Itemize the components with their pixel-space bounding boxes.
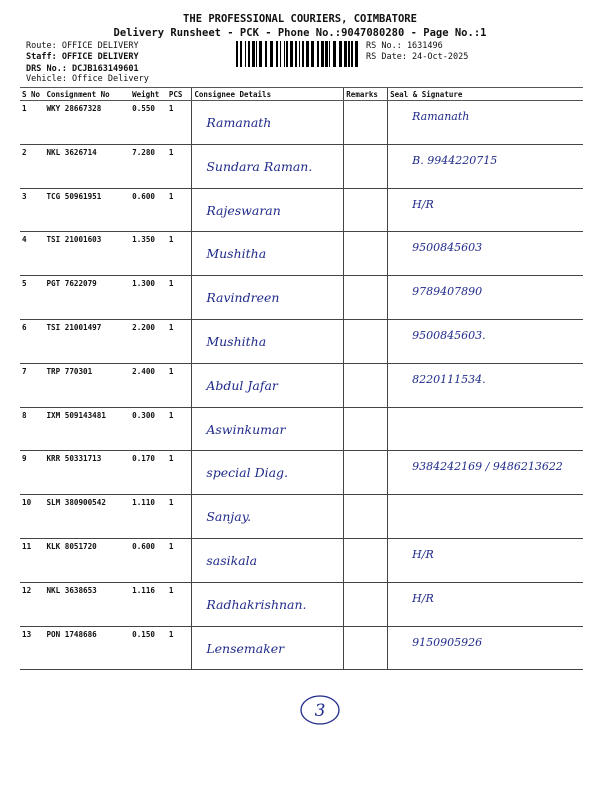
row-pcs: 1 [167, 538, 192, 582]
row-sno: 9 [20, 451, 44, 495]
col-pcs: PCS [167, 88, 192, 101]
row-remarks [344, 582, 388, 626]
handwritten-consignee-name: sasikala [206, 552, 258, 568]
row-consignment-no: NKL 3626714 [44, 144, 130, 188]
handwritten-consignee-name: Mushitha [206, 246, 267, 262]
row-consignee [192, 363, 344, 407]
row-weight: 0.300 [130, 407, 167, 451]
col-consignee: Consignee Details [192, 88, 344, 101]
row-remarks [344, 276, 388, 320]
row-pcs: 1 [167, 495, 192, 539]
row-sno: 4 [20, 232, 44, 276]
row-weight: 0.600 [130, 538, 167, 582]
row-remarks [344, 188, 388, 232]
row-pcs: 1 [167, 188, 192, 232]
row-consignment-no: TRP 770301 [44, 363, 130, 407]
row-pcs: 1 [167, 407, 192, 451]
table-row [20, 363, 583, 407]
col-seal: Seal & Signature [388, 88, 583, 101]
row-remarks [344, 626, 388, 670]
row-remarks [344, 538, 388, 582]
row-weight: 0.600 [130, 188, 167, 232]
row-consignee [192, 188, 344, 232]
handwritten-consignee-name: Lensemaker [206, 640, 285, 656]
row-weight: 2.400 [130, 363, 167, 407]
barcode [236, 41, 362, 67]
rs-date: RS Date: 24-Oct-2025 [366, 52, 469, 62]
col-weight: Weight [130, 88, 167, 101]
row-consignee [192, 451, 344, 495]
row-pcs: 1 [167, 101, 192, 145]
row-sno: 13 [20, 626, 44, 670]
table-row [20, 276, 583, 320]
row-consignee [192, 582, 344, 626]
row-sno: 10 [20, 495, 44, 539]
table-row [20, 582, 583, 626]
vehicle-info: Vehicle: Office Delivery [26, 74, 149, 84]
row-signature [388, 319, 583, 363]
row-pcs: 1 [167, 232, 192, 276]
row-consignee [192, 319, 344, 363]
table-row [20, 319, 583, 363]
row-pcs: 1 [167, 144, 192, 188]
row-consignment-no: SLM 380900542 [44, 495, 130, 539]
row-signature [388, 495, 583, 539]
handwritten-signature: 9500845603 [412, 241, 483, 255]
row-signature [388, 626, 583, 670]
route-info: Route: OFFICE DELIVERY [26, 41, 139, 51]
row-sno: 2 [20, 144, 44, 188]
row-sno: 5 [20, 276, 44, 320]
rs-number: RS No.: 1631496 [366, 41, 443, 51]
handwritten-consignee-name: Ramanath [206, 115, 272, 130]
row-consignment-no: IXM 509143481 [44, 407, 130, 451]
row-sno: 12 [20, 582, 44, 626]
table-row [20, 101, 583, 145]
row-consignment-no: KLK 8051720 [44, 538, 130, 582]
page-number-mark-text: 3 [314, 701, 326, 721]
handwritten-signature: H/R [412, 547, 434, 561]
handwritten-signature: 9789407890 [412, 285, 483, 299]
row-consignment-no: TSI 21001497 [44, 319, 130, 363]
row-pcs: 1 [167, 319, 192, 363]
row-remarks [344, 451, 388, 495]
row-sno: 11 [20, 538, 44, 582]
row-sno: 3 [20, 188, 44, 232]
row-sno: 6 [20, 319, 44, 363]
row-weight: 7.280 [130, 144, 167, 188]
row-sno: 7 [20, 363, 44, 407]
handwritten-consignee-name: Radhakrishnan. [206, 596, 307, 612]
handwritten-signature: Ramanath [412, 110, 470, 123]
handwritten-consignee-name: Mushitha [206, 333, 267, 349]
row-consignee [192, 144, 344, 188]
row-consignee [192, 407, 344, 451]
row-remarks [344, 232, 388, 276]
handwritten-signature: H/R [412, 591, 434, 605]
handwritten-consignee-name: Abdul Jafar [206, 377, 278, 393]
staff-info: Staff: OFFICE DELIVERY [26, 52, 139, 62]
handwritten-consignee-name: Aswinkumar [206, 421, 286, 437]
col-consignment: Consignment No [44, 88, 130, 101]
row-consignee [192, 232, 344, 276]
row-consignee [192, 276, 344, 320]
row-signature [388, 407, 583, 451]
row-remarks [344, 407, 388, 451]
row-pcs: 1 [167, 276, 192, 320]
row-remarks [344, 363, 388, 407]
row-consignee [192, 626, 344, 670]
company-title: THE PROFESSIONAL COURIERS, COIMBATORE [183, 13, 417, 25]
table-row [20, 407, 583, 451]
row-signature [388, 363, 583, 407]
row-weight: 0.150 [130, 626, 167, 670]
row-signature [388, 144, 583, 188]
row-consignment-no: TCG 50961951 [44, 188, 130, 232]
handwritten-consignee-name: Ravindreen [206, 290, 280, 306]
col-sno: S No [20, 88, 44, 101]
handwritten-signature: 9150905926 [412, 635, 483, 649]
row-signature [388, 582, 583, 626]
row-signature [388, 538, 583, 582]
row-consignment-no: TSI 21001603 [44, 232, 130, 276]
row-remarks [344, 495, 388, 539]
table-row [20, 626, 583, 670]
handwritten-consignee-name: Rajeswaran [206, 202, 281, 218]
handwritten-consignee-name: special Diag. [206, 465, 289, 481]
handwritten-signature: 9384242169 / 9486213622 [412, 460, 563, 474]
handwritten-signature: B. 9944220715 [412, 153, 498, 167]
table-header-row [20, 88, 583, 101]
table-row [20, 538, 583, 582]
drs-info: DRS No.: DCJB163149601 [26, 64, 139, 74]
row-signature [388, 232, 583, 276]
table-row [20, 144, 583, 188]
handwritten-signature: 9500845603. [412, 328, 486, 342]
table-row [20, 451, 583, 495]
row-signature [388, 101, 583, 145]
row-consignee [192, 101, 344, 145]
page-number-mark [298, 693, 342, 727]
runsheet-table [20, 87, 583, 670]
row-weight: 1.110 [130, 495, 167, 539]
handwritten-signature: 8220111534. [412, 372, 486, 386]
handwritten-consignee-name: Sanjay. [206, 509, 252, 525]
row-consignee [192, 495, 344, 539]
row-pcs: 1 [167, 363, 192, 407]
row-weight: 2.200 [130, 319, 167, 363]
row-consignee [192, 538, 344, 582]
col-remarks: Remarks [344, 88, 388, 101]
handwritten-consignee-name: Sundara Raman. [206, 158, 313, 174]
row-pcs: 1 [167, 626, 192, 670]
table-row [20, 232, 583, 276]
row-weight: 1.350 [130, 232, 167, 276]
row-consignment-no: PGT 7622079 [44, 276, 130, 320]
row-weight: 0.170 [130, 451, 167, 495]
row-signature [388, 276, 583, 320]
row-remarks [344, 144, 388, 188]
row-signature [388, 451, 583, 495]
row-pcs: 1 [167, 451, 192, 495]
row-weight: 1.300 [130, 276, 167, 320]
row-sno: 8 [20, 407, 44, 451]
table-row [20, 495, 583, 539]
row-signature [388, 188, 583, 232]
handwritten-signature: H/R [412, 197, 434, 211]
table-row [20, 188, 583, 232]
row-consignment-no: KRR 50331713 [44, 451, 130, 495]
row-consignment-no: NKL 3638653 [44, 582, 130, 626]
row-consignment-no: WKY 28667328 [44, 101, 130, 145]
row-pcs: 1 [167, 582, 192, 626]
row-weight: 0.550 [130, 101, 167, 145]
row-remarks [344, 101, 388, 145]
row-consignment-no: PON 1748686 [44, 626, 130, 670]
row-remarks [344, 319, 388, 363]
row-sno: 1 [20, 101, 44, 145]
runsheet-subtitle: Delivery Runsheet - PCK - Phone No.:9047080280 - Page No.:1 [113, 27, 487, 39]
row-weight: 1.116 [130, 582, 167, 626]
